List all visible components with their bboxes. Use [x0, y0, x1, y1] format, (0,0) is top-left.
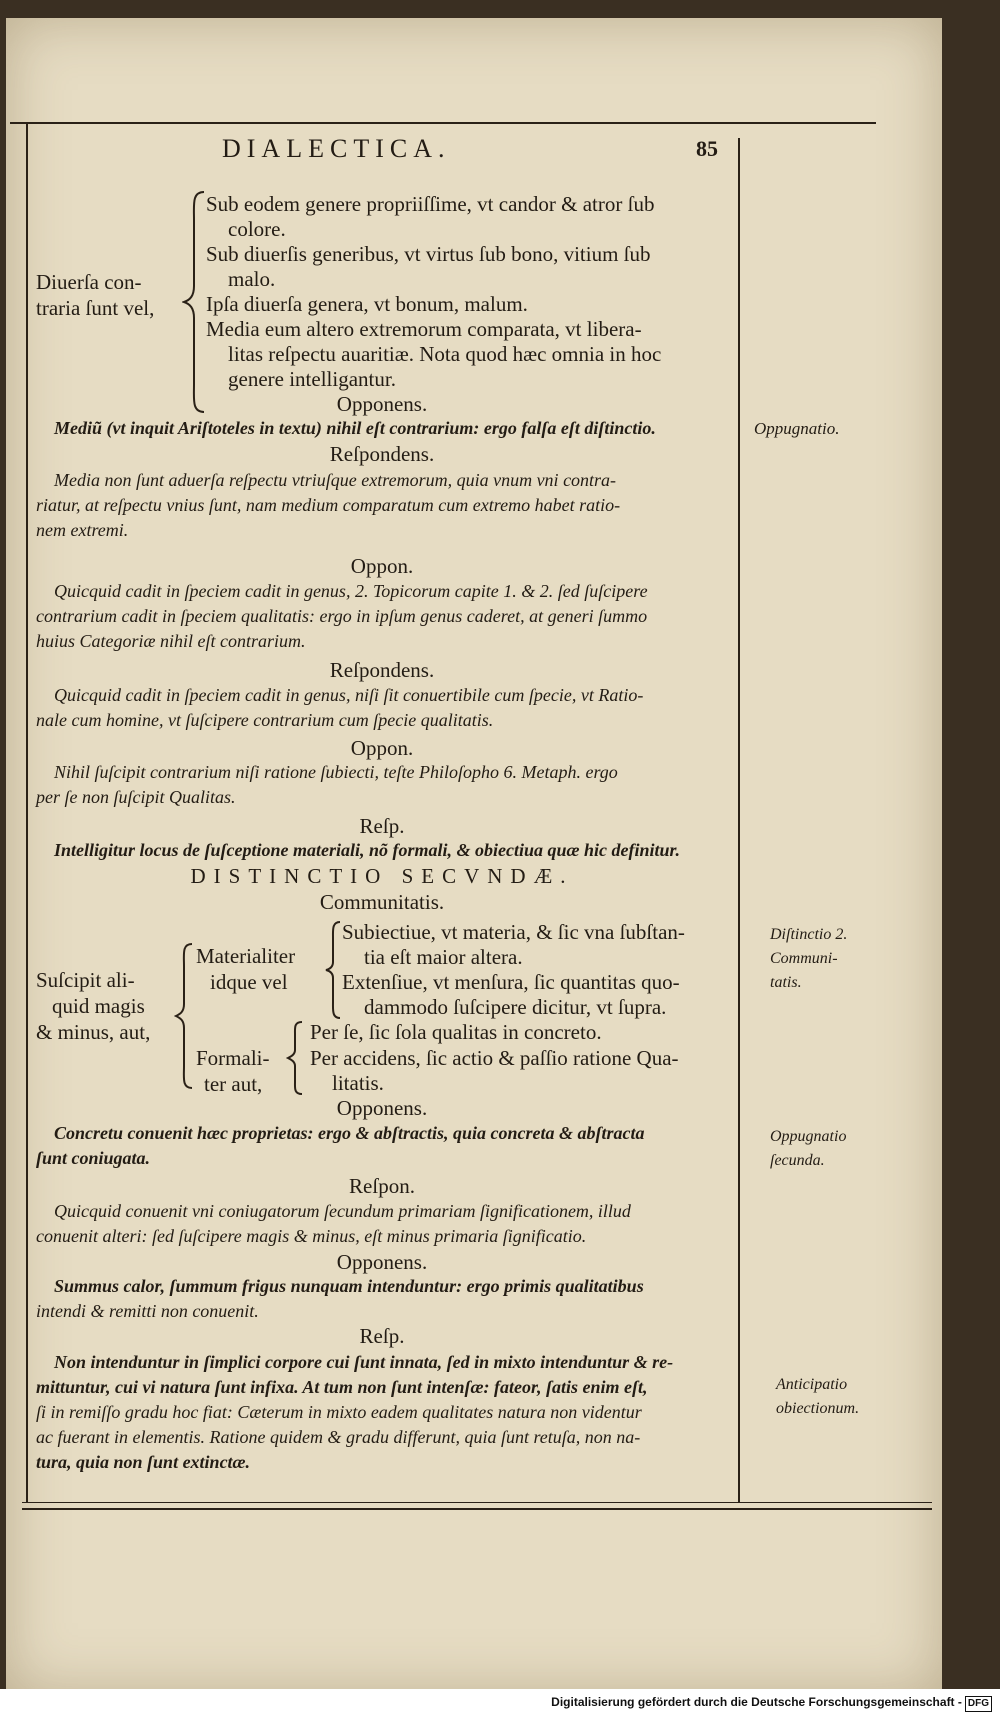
form-item-2a: Per accidens, ſic actio & paſſio ratione Qua- [310, 1046, 679, 1070]
d1-heading-5: Oppon. [350, 736, 414, 760]
margin-note-distinctio2-2: Communi- [770, 950, 838, 967]
section1-item-1b: colore. [228, 217, 286, 241]
d1-text-4-2: nale cum homine, vt ſuſcipere contrarium cum ſpecie qualitatis. [36, 710, 494, 730]
form-item-2b: litatis. [332, 1071, 384, 1095]
d1-text-4-1: Quicquid cadit in ſpeciem cadit in genus, niſi ſit conuertibile cum ſpecie, vt Ratio- [54, 685, 644, 705]
section1-label-2: traria ſunt vel, [36, 296, 155, 320]
d1-heading-3: Oppon. [350, 554, 414, 578]
d1-text-3-2: contrarium cadit in ſpeciem qualitatis: ergo in ipſum genus caderet, at generi ſummo [36, 606, 648, 626]
page-number: 85 [696, 136, 718, 161]
mat-label-2: idque vel [210, 970, 288, 994]
d1-heading-4: Reſpondens. [329, 658, 435, 682]
section1-item-4a: Media eum altero extremorum comparata, vt libera- [206, 317, 642, 341]
section2-subtitle: Communitatis. [319, 890, 445, 914]
margin-note-oppugnatio: Oppugnatio. [754, 419, 840, 438]
d2-text-1-1: Concretu conuenit hæc proprietas: ergo & abſtractis, quia concreta & abſtracta [54, 1123, 645, 1143]
form-item-1: Per ſe, ſic ſola qualitas in concreto. [310, 1020, 602, 1044]
d2-text-3-1: Summus calor, ſummum frigus nunquam intenduntur: ergo primis qualitatibus [54, 1276, 644, 1296]
d1-text-2-1: Media non ſunt aduerſa reſpectu vtriuſque extremorum, quia vnum vni contra- [54, 470, 617, 490]
margin-note-distinctio2-1: Diſtinctio 2. [770, 926, 848, 943]
section1-item-1a: Sub eodem genere propriiſſime, vt candor & atror ſub [206, 192, 655, 216]
d2-text-4-5: tura, quia non ſunt extinctæ. [36, 1452, 251, 1472]
footer-text: Digitalisierung gefördert durch die Deutsche Forschungsgemeinschaft - [551, 1695, 962, 1709]
section2-title: DISTINCTIO SECVNDÆ. [190, 864, 574, 888]
section2-label-1: Suſcipit ali- [36, 968, 135, 992]
d1-text-3-1: Quicquid cadit in ſpeciem cadit in genus, 2. Topicorum capite 1. & 2. ſed ſuſcipere [54, 581, 648, 601]
margin-note-distinctio2-3: tatis. [770, 974, 802, 991]
d2-text-2-1: Quicquid conuenit vni coniugatorum ſecundum primariam ſignificationem, illud [54, 1201, 631, 1221]
section2-label-2: quid magis [52, 994, 145, 1018]
d1-text-3-3: huius Categoriæ nihil eſt contrarium. [36, 631, 306, 651]
mat-item-1a: Subiectiue, vt materia, & ſic vna ſubſtan- [342, 920, 685, 944]
section1-item-4b: litas reſpectu auaritiæ. Nota quod hæc omnia in hoc [228, 342, 662, 366]
digitization-footer [0, 1689, 1000, 1715]
section1-label-1: Diuerſa con- [36, 270, 142, 294]
form-label-2: ter aut, [204, 1072, 263, 1096]
margin-note-oppugnatio2-2: ſecunda. [770, 1152, 825, 1169]
d1-text-2-3: nem extremi. [36, 520, 129, 540]
section1-item-2b: malo. [228, 267, 276, 291]
d1-text-5-1: Nihil ſuſcipit contrarium niſi ratione ſubiecti, teſte Philoſopho 6. Metaph. ergo [54, 762, 618, 782]
mat-item-2a: Extenſiue, vt menſura, ſic quantitas quo- [342, 970, 680, 994]
section2-label-3: & minus, aut, [36, 1020, 151, 1044]
margin-note-anticipatio-2: obiectionum. [776, 1400, 860, 1417]
d2-text-4-4: ac fuerant in elementis. Ratione quidem & gradu differunt, quia ſunt retuſa, non na- [36, 1427, 641, 1447]
section1-item-2a: Sub diuerſis generibus, vt virtus ſub bono, vitium ſub [206, 242, 651, 266]
margin-note-anticipatio-1: Anticipatio [776, 1376, 848, 1393]
d2-heading-1: Opponens. [336, 1096, 428, 1120]
d1-text-5-2: per ſe non ſuſcipit Qualitas. [36, 787, 236, 807]
materialiter-brace [324, 920, 344, 1020]
d2-text-4-2: mittuntur, cui vi natura ſunt infixa. At tum non ſunt intenſæ: fateor, ſatis enim eſt, [36, 1377, 648, 1397]
top-rule [10, 122, 876, 124]
d1-heading-6: Reſp. [359, 814, 405, 838]
d2-text-3-2: intendi & remitti non conuenit. [36, 1301, 259, 1321]
section2-brace [174, 942, 196, 1090]
d2-heading-3: Opponens. [336, 1250, 428, 1274]
book-page [6, 18, 942, 1695]
mat-item-2b: dammodo ſuſcipere dicitur, vt ſupra. [364, 995, 667, 1019]
d2-text-4-3: ſi in remiſſo gradu hoc fiat: Cæterum in mixto eadem qualitates natura non videntur [36, 1402, 642, 1422]
d1-heading-2: Reſpondens. [329, 442, 435, 466]
mat-item-1b: tia eſt maior altera. [364, 945, 523, 969]
d1-text-1-1: Mediũ (vt inquit Ariſtoteles in textu) nihil eſt contrarium: ergo falſa eſt diſtinctio. [54, 418, 656, 438]
d1-text-2-2: riatur, at reſpectu vnius ſunt, nam medium comparatum cum extremo habet ratio- [36, 495, 621, 515]
section1-item-4c: genere intelligantur. [228, 367, 396, 391]
column-divider [738, 138, 740, 1502]
section1-item-3: Ipſa diuerſa genera, vt bonum, malum. [206, 292, 528, 316]
d2-text-2-2: conuenit alteri: ſed ſuſcipere magis & minus, eſt minus primaria ſignificatio. [36, 1226, 587, 1246]
d2-text-4-1: Non intenduntur in ſimplici corpore cui ſunt innata, ſed in mixto intenduntur & re- [54, 1352, 674, 1372]
left-rule [26, 122, 28, 1502]
d1-text-6-1: Intelligitur locus de ſuſceptione materiali, nõ formali, & obiectiua quæ hic definitur. [54, 840, 681, 860]
dfg-logo: DFG [965, 1696, 992, 1712]
bottom-rule [22, 1502, 932, 1503]
d2-heading-2: Reſpon. [349, 1174, 415, 1198]
section1-brace [182, 190, 208, 414]
mat-label-1: Materialiter [196, 944, 296, 968]
form-label-1: Formali- [196, 1046, 270, 1070]
running-head: DIALECTICA. [222, 134, 451, 163]
formaliter-brace [286, 1020, 306, 1096]
d2-text-1-2: ſunt coniugata. [36, 1148, 151, 1168]
margin-note-oppugnatio2-1: Oppugnatio [770, 1128, 847, 1145]
d2-heading-4: Reſp. [359, 1324, 405, 1348]
d1-heading-1: Opponens. [336, 392, 428, 416]
bottom-rule-2 [22, 1508, 932, 1510]
